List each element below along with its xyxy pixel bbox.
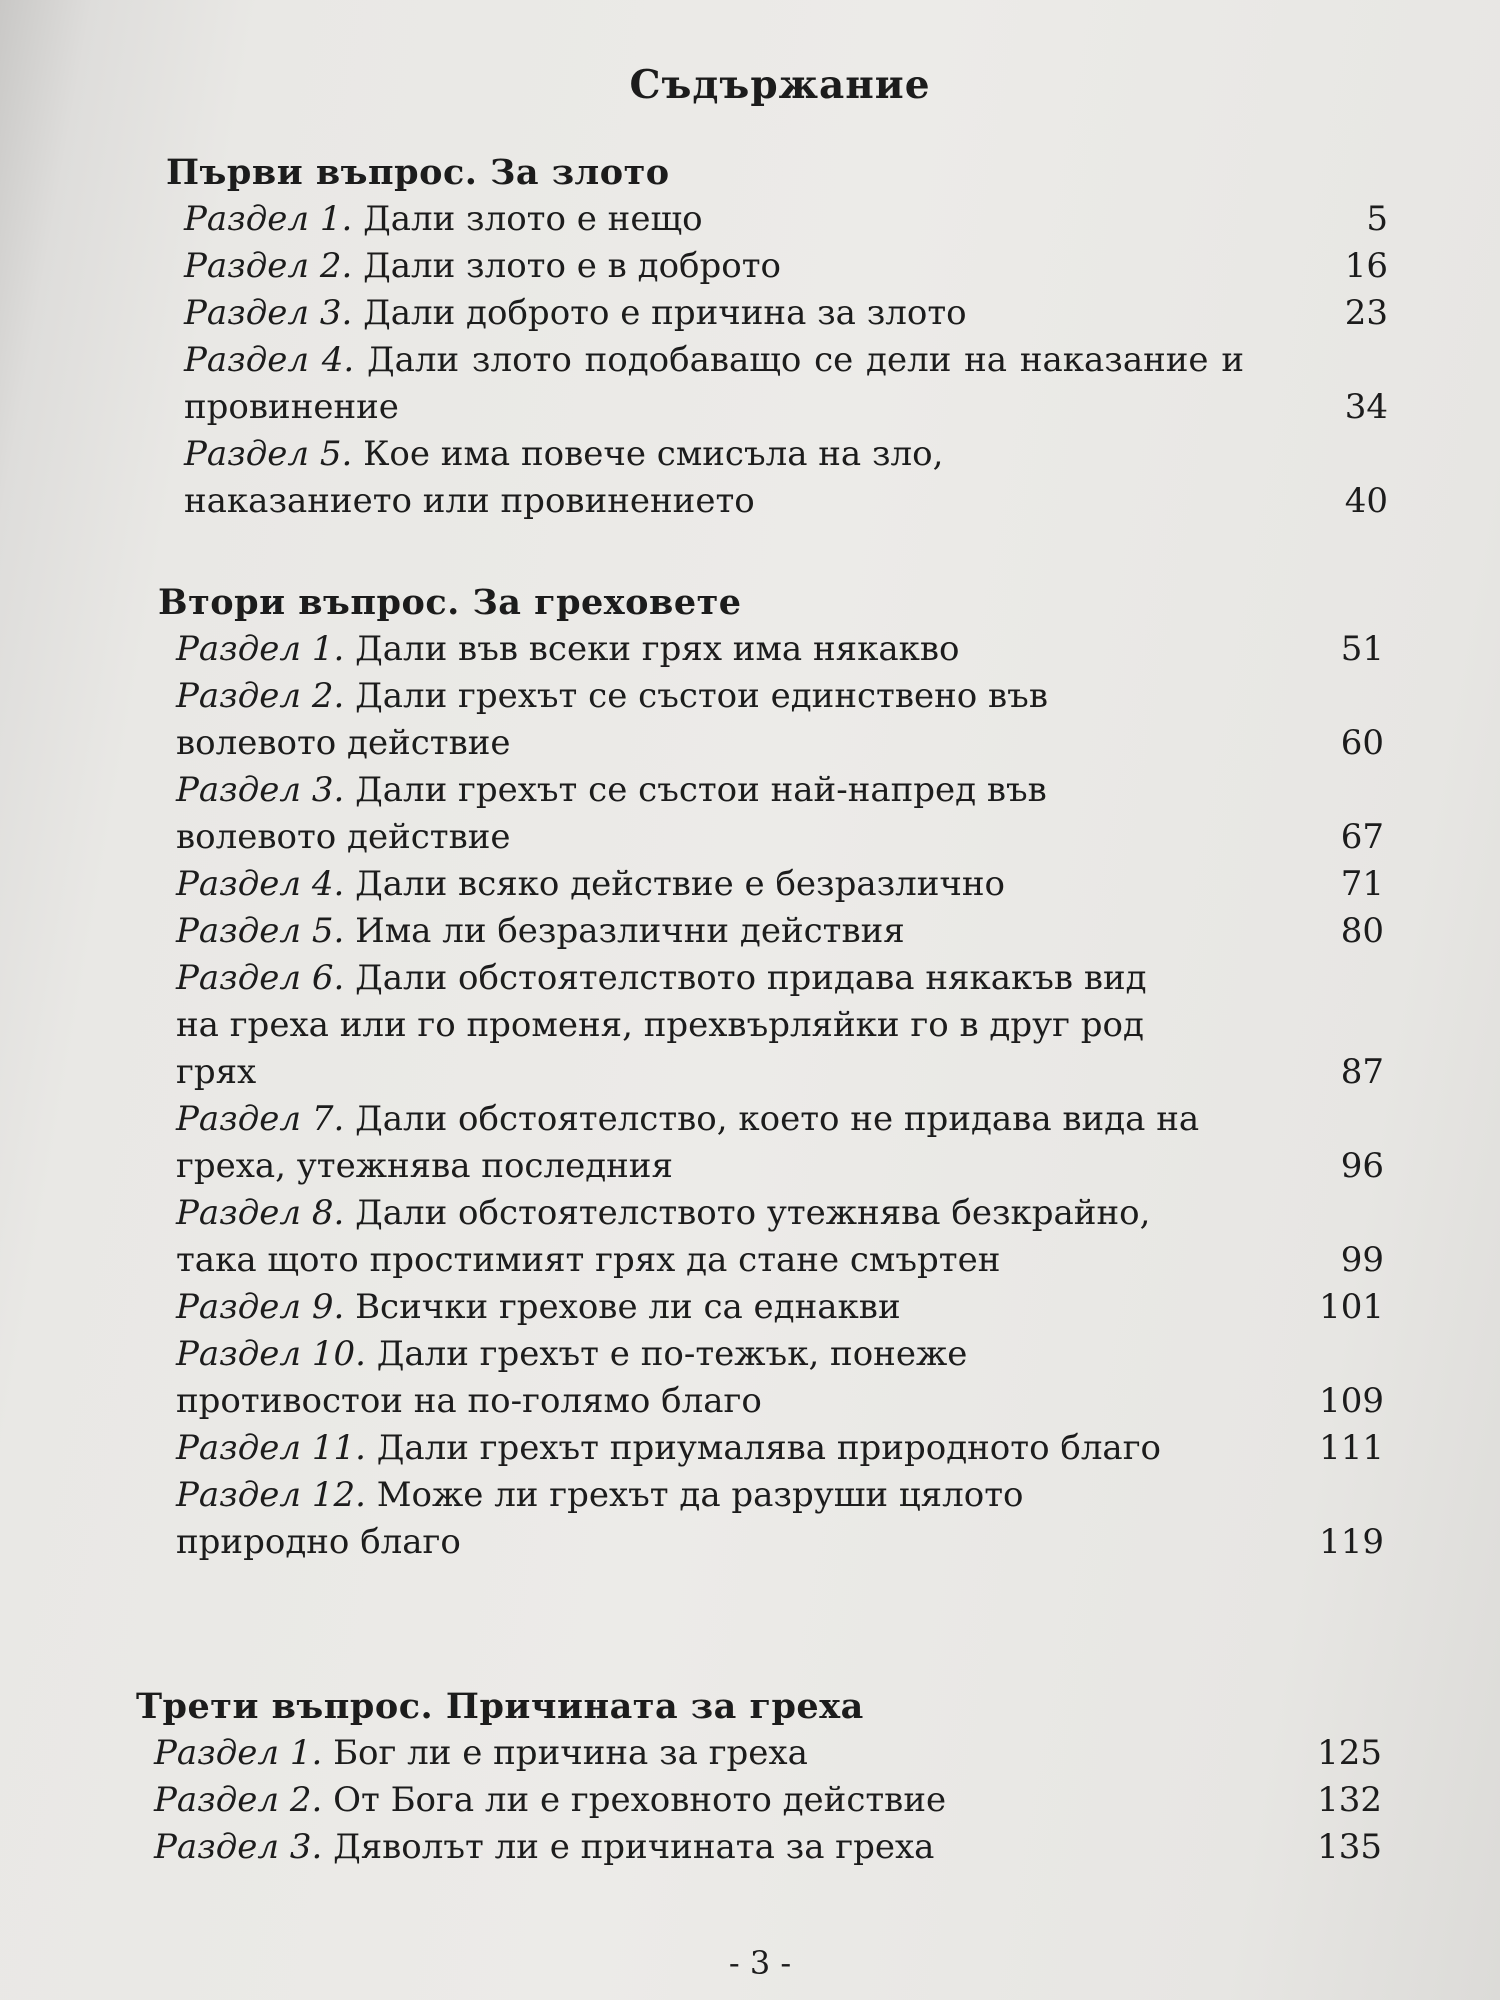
toc-entry (158, 1096, 1384, 1190)
entry-label: Раздел 10. (176, 1334, 366, 1374)
toc-entry (158, 861, 1384, 908)
section-first-question (166, 150, 1388, 525)
entry-label: Раздел 6. (176, 958, 345, 998)
toc-entry (136, 1824, 1382, 1871)
entry-text: Дали обстоятелството придава някакъв вид на греха или го променя, прехвърляйки го в друг род грях (176, 958, 1147, 1092)
entry-label: Раздел 12. (176, 1475, 366, 1515)
entry-text: Дали грехът се състои единствено във волевото действие (176, 676, 1048, 763)
section-heading: Трети въпрос. Причината за греха (136, 1686, 864, 1727)
entry-label: Раздел 2. (154, 1780, 323, 1820)
entry-text: Има ли безразлични действия (344, 911, 905, 951)
entry-page-number: 71 (1340, 864, 1384, 904)
entry-label: Раздел 2. (176, 676, 345, 716)
entry-text: Дали грехът приумалява природното благо (365, 1428, 1161, 1468)
entry-text: Дали грехът е по-тежък, понеже противостои на по-голямо благо (176, 1334, 968, 1421)
toc-entry (136, 1730, 1382, 1777)
entry-label: Раздел 1. (154, 1733, 323, 1773)
toc-entry (158, 1331, 1384, 1425)
entry-label: Раздел 3. (154, 1827, 323, 1867)
entry-text: Може ли грехът да разруши цялото природно благо (176, 1475, 1024, 1562)
entry-text: Всички грехове ли са еднакви (344, 1287, 901, 1327)
entry-page-number: 109 (1319, 1381, 1384, 1421)
entry-label: Раздел 3. (176, 770, 345, 810)
page-title: Съдържание (629, 62, 931, 108)
entry-page-number: 34 (1344, 387, 1388, 427)
entry-page-number: 51 (1340, 629, 1384, 669)
entry-label: Раздел 8. (176, 1193, 345, 1233)
entry-text: От Бога ли е греховното действие (322, 1780, 947, 1820)
entry-text: Дали злото подобаващо се дели на наказание и провинение (184, 340, 1244, 427)
entry-text: Дали всяко действие е безразлично (344, 864, 1006, 904)
toc-entry (158, 955, 1384, 1096)
page-number-footer: - 3 - (728, 1944, 792, 1982)
entry-page-number: 99 (1340, 1240, 1384, 1280)
toc-entry (166, 431, 1388, 525)
entry-text: Дяволът ли е причината за греха (322, 1827, 935, 1867)
entry-text: Дали обстоятелството утежнява безкрайно, така щото простимият грях да стане смъртен (176, 1193, 1151, 1280)
toc-entry (166, 337, 1388, 431)
entry-page-number: 67 (1340, 817, 1384, 857)
toc-entry (158, 626, 1384, 673)
entry-page-number: 101 (1319, 1287, 1384, 1327)
entry-label: Раздел 5. (184, 434, 353, 474)
entry-label: Раздел 2. (184, 246, 353, 286)
section-heading: Първи въпрос. За злото (166, 152, 670, 193)
entry-page-number: 40 (1344, 481, 1388, 521)
entry-label: Раздел 11. (176, 1428, 366, 1468)
entry-page-number: 16 (1344, 246, 1388, 286)
toc-entry (158, 908, 1384, 955)
toc-entry (158, 673, 1384, 767)
toc-entry (166, 243, 1388, 290)
entry-page-number: 132 (1317, 1780, 1382, 1820)
section-second-question (158, 580, 1384, 1566)
toc-entry (166, 196, 1388, 243)
entry-text: Дали доброто е причина за злото (352, 293, 967, 333)
entry-page-number: 125 (1317, 1733, 1382, 1773)
entry-page-number: 135 (1317, 1827, 1382, 1867)
entry-page-number: 87 (1340, 1052, 1384, 1092)
section-third-question (136, 1684, 1382, 1871)
toc-entry (158, 1284, 1384, 1331)
entry-label: Раздел 1. (176, 629, 345, 669)
toc-entry (158, 1472, 1384, 1566)
entry-text: Дали злото е нещо (352, 199, 703, 239)
entry-page-number: 5 (1366, 199, 1388, 239)
entry-text: Дали злото е в доброто (352, 246, 782, 286)
entry-page-number: 60 (1340, 723, 1384, 763)
entry-label: Раздел 1. (184, 199, 353, 239)
entry-label: Раздел 9. (176, 1287, 345, 1327)
toc-entry (158, 1425, 1384, 1472)
entry-label: Раздел 4. (176, 864, 345, 904)
toc-entry (136, 1777, 1382, 1824)
toc-entry (158, 1190, 1384, 1284)
entry-label: Раздел 3. (184, 293, 353, 333)
entry-page-number: 23 (1344, 293, 1388, 333)
entry-page-number: 96 (1340, 1146, 1384, 1186)
toc-entry (158, 767, 1384, 861)
entry-text: Дали обстоятелство, което не придава вида на греха, утежнява последния (176, 1099, 1200, 1186)
section-heading: Втори въпрос. За греховете (158, 582, 742, 623)
entry-page-number: 111 (1319, 1428, 1384, 1468)
entry-label: Раздел 5. (176, 911, 345, 951)
entry-text: Кое има повече смисъла на зло, наказанието или провинението (184, 434, 944, 521)
entry-text: Бог ли е причина за греха (322, 1733, 808, 1773)
entry-text: Дали грехът се състои най-напред във волевото действие (176, 770, 1047, 857)
entry-label: Раздел 7. (176, 1099, 345, 1139)
entry-text: Дали във всеки грях има някакво (344, 629, 960, 669)
toc-entry (166, 290, 1388, 337)
entry-page-number: 80 (1340, 911, 1384, 951)
entry-page-number: 119 (1319, 1522, 1384, 1562)
entry-label: Раздел 4. (184, 340, 355, 380)
